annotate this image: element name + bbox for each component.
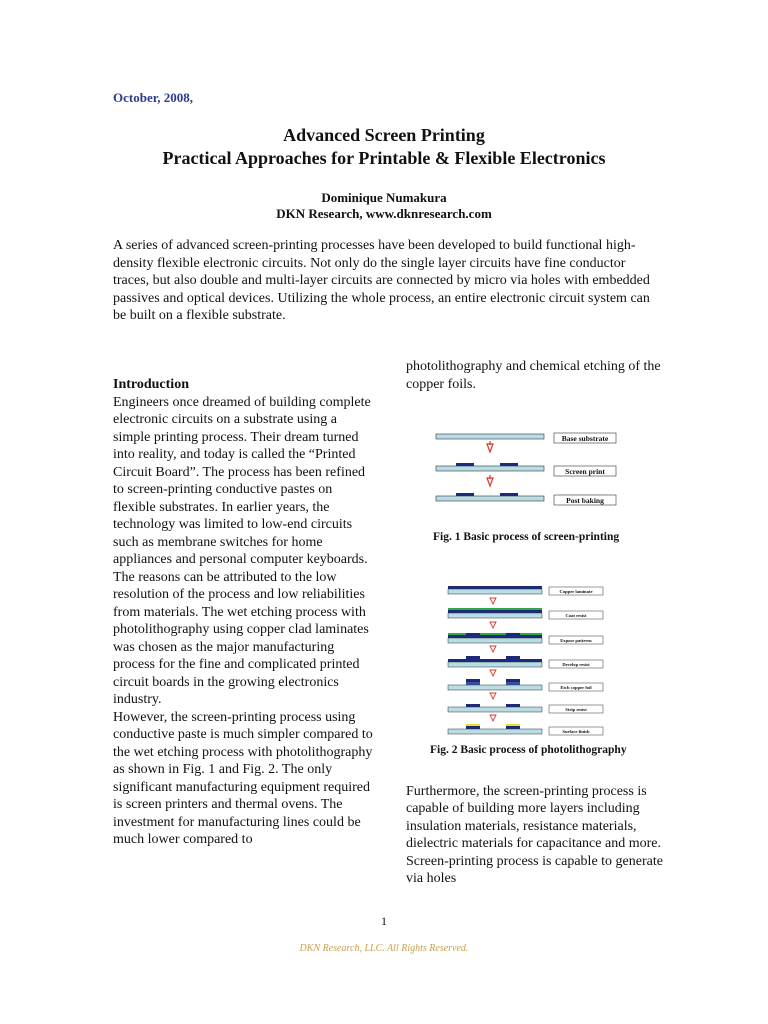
fig1-arrow-1 bbox=[487, 444, 493, 452]
fig1-step-1-label: Base substrate bbox=[561, 434, 609, 443]
fig1-print-pad-b bbox=[500, 463, 518, 466]
fig1-arrow-2 bbox=[487, 478, 493, 486]
fig1-baked-pad-a bbox=[456, 493, 474, 496]
fig2-step-1-label: Copper laminate bbox=[559, 589, 593, 594]
right-column-paragraph: Furthermore, the screen-printing process is capable of building more layers including insulation materials, resistance materials, dielectric materials for capacitance and more. Screen-printing process is capable to generate via holes bbox=[406, 784, 663, 887]
fig1-print-pad-a bbox=[456, 463, 474, 466]
fig2-step-4-label: Develop resist bbox=[562, 662, 590, 667]
fig2-step-5-label: Etch copper foil bbox=[560, 685, 592, 690]
figure-1-caption: Fig. 1 Basic process of screen-printing bbox=[433, 531, 620, 543]
figure-2-diagram bbox=[446, 583, 606, 743]
fig2-step-7-label: Surface finish bbox=[562, 729, 590, 734]
footer-copyright: DKN Research, LLC. All Rights Reserved. bbox=[299, 943, 469, 954]
introduction-heading: Introduction bbox=[113, 377, 189, 392]
title-line-1: Advanced Screen Printing bbox=[283, 125, 485, 145]
introduction-paragraph-2: However, the screen-printing process using conductive paste is much simpler compared to the wet etching process with photolithography as shown in Fig. 1 and Fig. 2. The only significant manufacturing equipment required is screen printers and thermal ovens. The investment for manufacturing lines could be much lower compared to bbox=[113, 709, 373, 847]
fig1-substrate-1 bbox=[436, 434, 544, 439]
right-column-continuation: photolithography and chemical etching of the copper foils. bbox=[406, 359, 661, 392]
author-affiliation: DKN Research, www.dknresearch.com bbox=[276, 206, 492, 221]
fig1-baked-pad-b bbox=[500, 493, 518, 496]
fig2-step-2-label: Coat resist bbox=[565, 613, 587, 618]
fig1-step-2-label: Screen print bbox=[565, 467, 605, 476]
fig2-step-3-label: Expose patterns bbox=[560, 638, 592, 643]
abstract: A series of advanced screen-printing processes have been developed to build functional high-density flexible electronic circuits. Not only do the single layer circuits have fine conductor traces, but also double and multi-layer circuits are connected by micro via holes with embedded passives and optical devices. Utilizing the whole process, an entire electronic circuit system can be built on a flexible substrate. bbox=[113, 238, 650, 324]
fig1-substrate-2 bbox=[436, 466, 544, 471]
figure-2-caption: Fig. 2 Basic process of photolithography bbox=[430, 744, 627, 756]
title-line-2: Practical Approaches for Printable & Flexible Electronics bbox=[162, 148, 606, 168]
figure-1-diagram bbox=[430, 430, 620, 512]
fig1-step-3-label: Post baking bbox=[566, 496, 604, 505]
fig2-step-6-label: Strip resist bbox=[565, 707, 587, 712]
author-name: Dominique Numakura bbox=[321, 190, 447, 205]
introduction-paragraph-1: Engineers once dreamed of building complete electronic circuits on a substrate using a simple printing process. Their dream turned into reality, and today is called the “Printed Circuit Board”. The process has been refined to screen-printing conductive pastes on flexible substrates. In earlier years, the technology was limited to low-end circuits such as membrane switches for home appliances and personal computer keyboards. The reasons can be attributed to the low resolution of the process and low reliabilities from materials. The wet etching process with photolithography using copper clad laminates was chosen as the major manufacturing process for the fine and complicated printed circuit boards in the growing electronics industry. bbox=[113, 394, 371, 707]
page-number: 1 bbox=[381, 914, 387, 928]
fig1-substrate-3 bbox=[436, 496, 544, 501]
introduction-section bbox=[113, 376, 373, 849]
document-date: October, 2008, bbox=[113, 90, 194, 105]
